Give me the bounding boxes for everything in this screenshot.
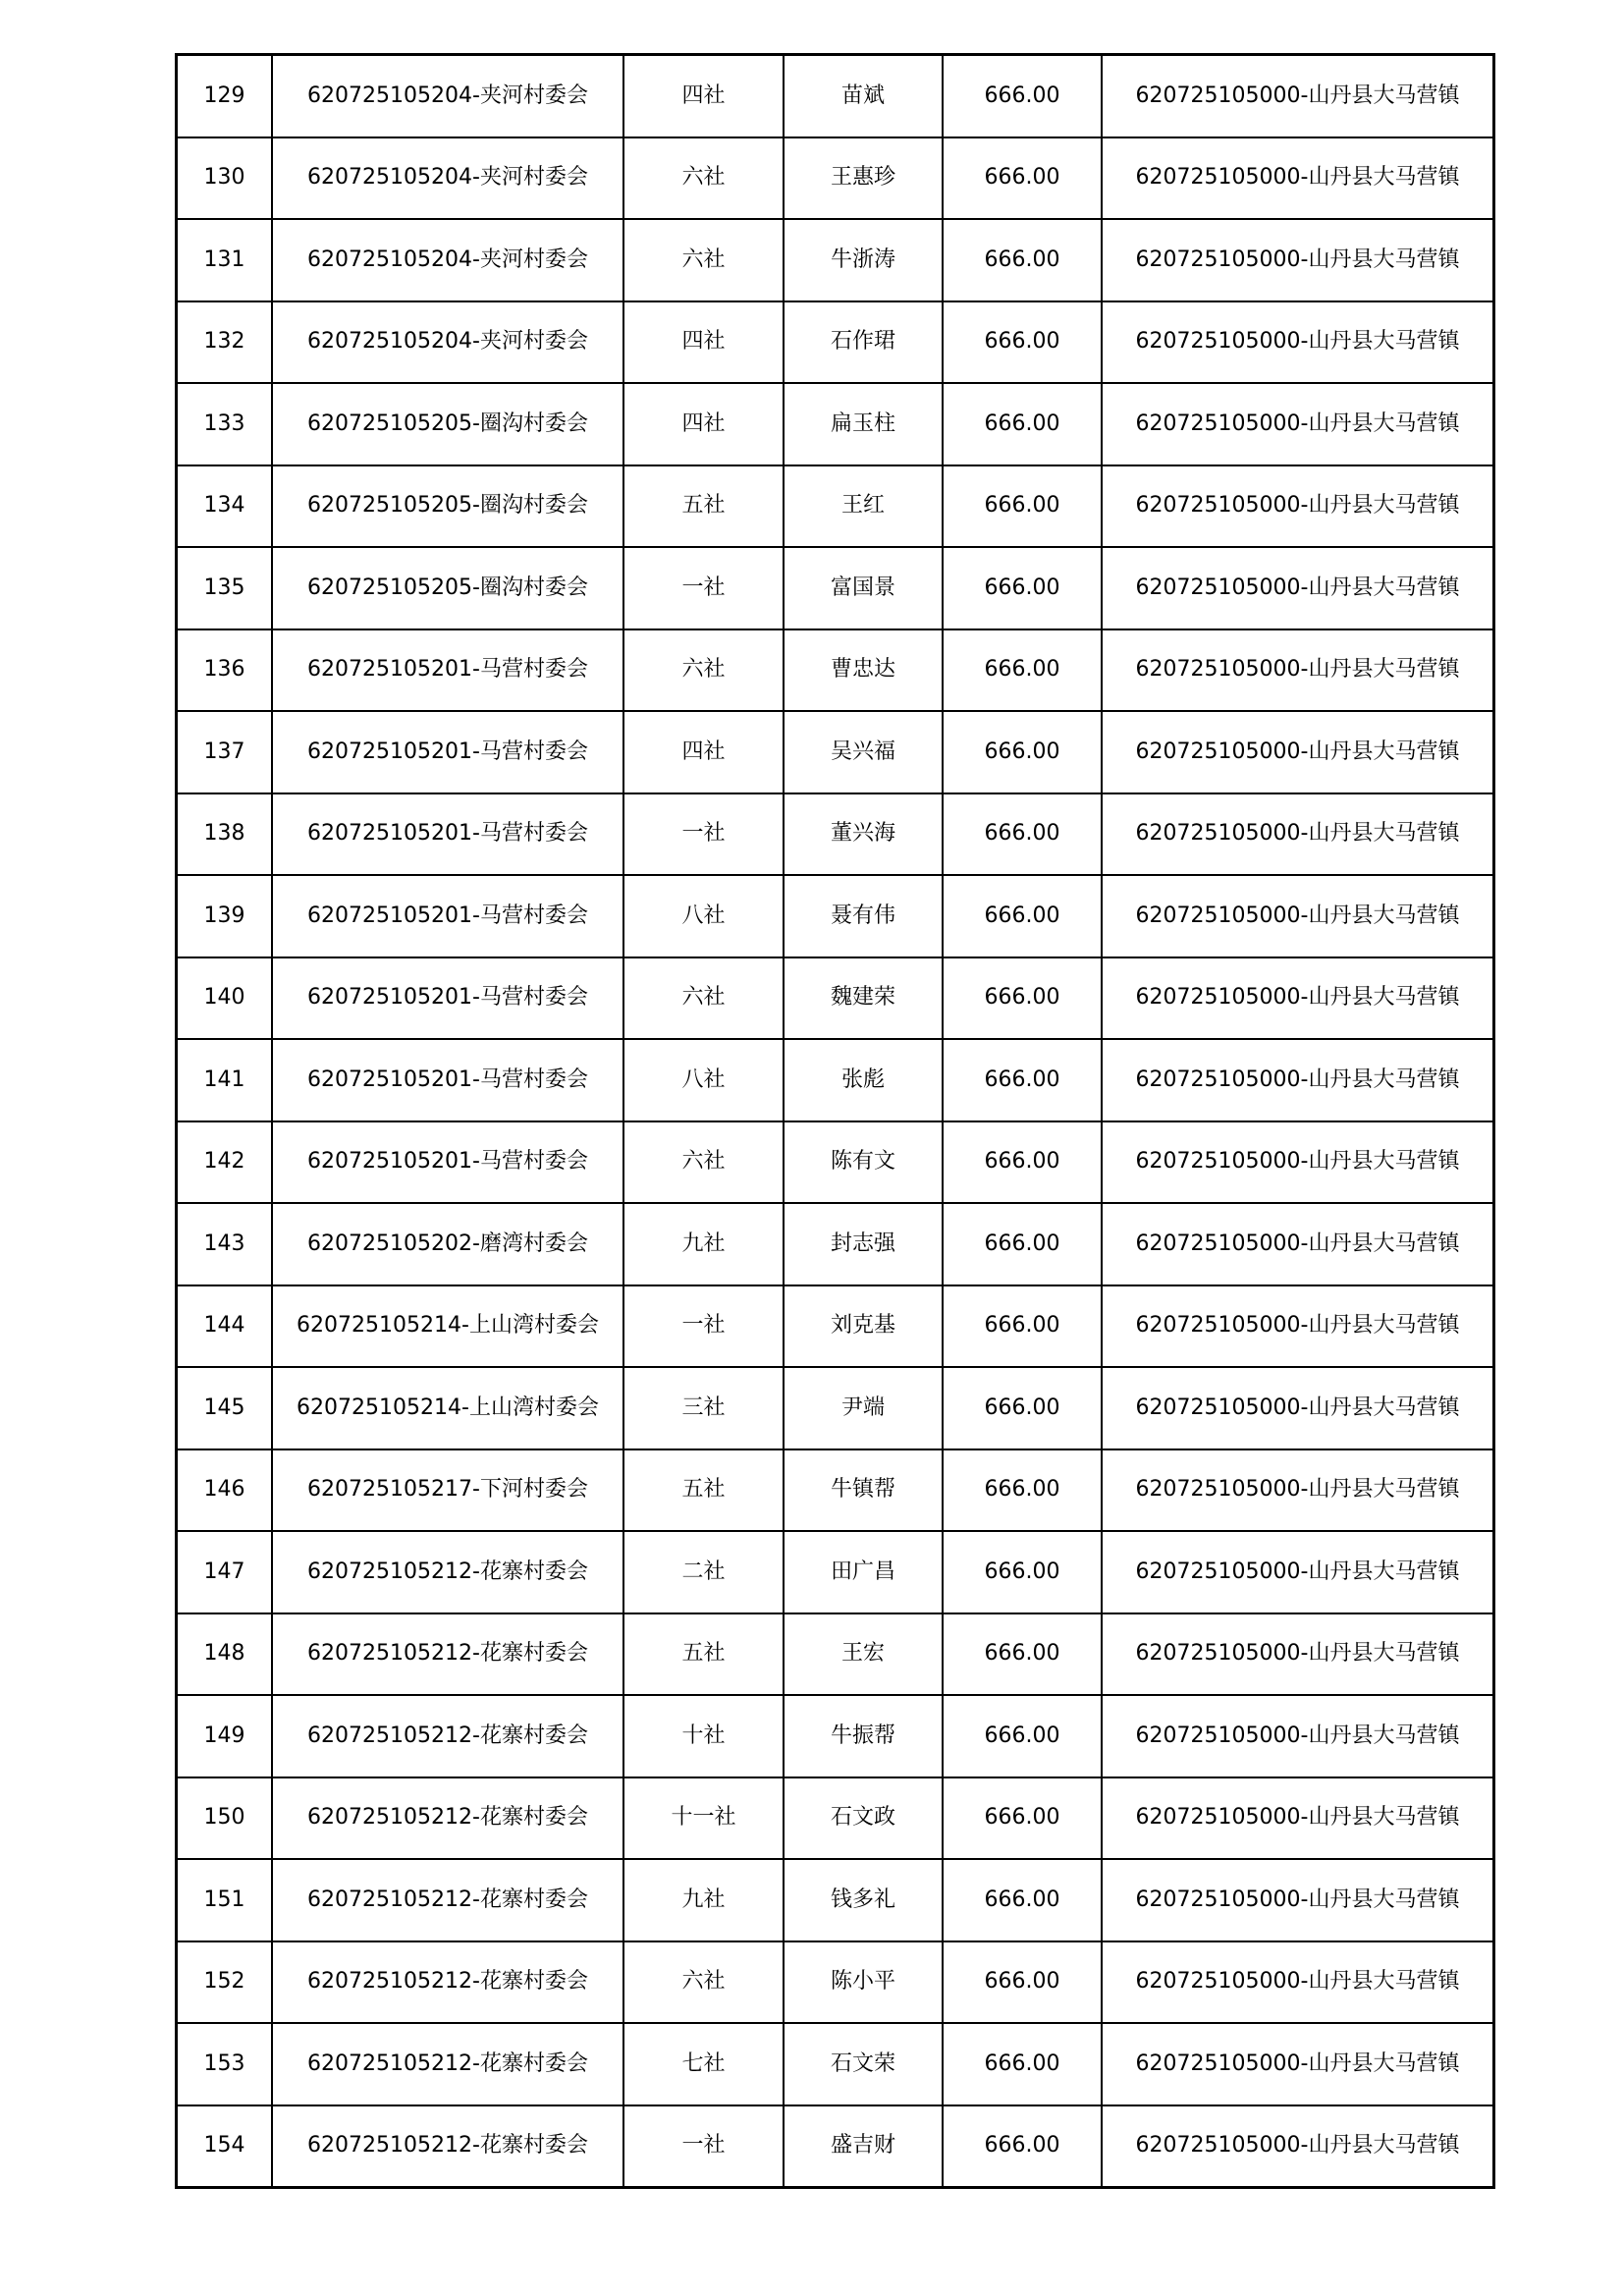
row-number-cell: 134 [177, 465, 273, 548]
amount-cell: 666.00 [943, 711, 1102, 793]
town-cell: 620725105000-山丹县大马营镇 [1102, 1941, 1494, 2024]
person-name-cell: 石作珺 [784, 301, 943, 384]
person-name-cell: 尹端 [784, 1367, 943, 1449]
row-number-cell: 148 [177, 1613, 273, 1696]
amount-cell: 666.00 [943, 1121, 1102, 1204]
person-name-cell: 苗斌 [784, 55, 943, 137]
row-number-cell: 129 [177, 55, 273, 137]
village-group-cell: 四社 [623, 711, 784, 793]
amount-cell: 666.00 [943, 875, 1102, 957]
village-group-cell: 一社 [623, 793, 784, 876]
person-name-cell: 王红 [784, 465, 943, 548]
town-cell: 620725105000-山丹县大马营镇 [1102, 1613, 1494, 1696]
table-row [177, 1941, 1494, 2024]
village-committee-cell: 620725105204-夹河村委会 [272, 219, 623, 301]
village-committee-cell: 620725105201-马营村委会 [272, 875, 623, 957]
person-name-cell: 聂有伟 [784, 875, 943, 957]
village-group-cell: 十社 [623, 1695, 784, 1777]
person-name-cell: 牛浙涛 [784, 219, 943, 301]
table-body [177, 55, 1494, 2188]
amount-cell: 666.00 [943, 1203, 1102, 1285]
person-name-cell: 封志强 [784, 1203, 943, 1285]
town-cell: 620725105000-山丹县大马营镇 [1102, 55, 1494, 137]
amount-cell: 666.00 [943, 547, 1102, 629]
row-number-cell: 154 [177, 2105, 273, 2188]
person-name-cell: 吴兴福 [784, 711, 943, 793]
village-group-cell: 四社 [623, 383, 784, 465]
village-committee-cell: 620725105212-花寨村委会 [272, 2023, 623, 2105]
person-name-cell: 王惠珍 [784, 137, 943, 220]
table-row [177, 1449, 1494, 1532]
person-name-cell: 石文荣 [784, 2023, 943, 2105]
row-number-cell: 130 [177, 137, 273, 220]
person-name-cell: 扁玉柱 [784, 383, 943, 465]
person-name-cell: 石文政 [784, 1777, 943, 1860]
amount-cell: 666.00 [943, 1039, 1102, 1121]
town-cell: 620725105000-山丹县大马营镇 [1102, 1531, 1494, 1613]
village-committee-cell: 620725105214-上山湾村委会 [272, 1367, 623, 1449]
village-group-cell: 六社 [623, 137, 784, 220]
row-number-cell: 151 [177, 1859, 273, 1941]
person-name-cell: 董兴海 [784, 793, 943, 876]
village-group-cell: 四社 [623, 301, 784, 384]
amount-cell: 666.00 [943, 1613, 1102, 1696]
person-name-cell: 陈有文 [784, 1121, 943, 1204]
amount-cell: 666.00 [943, 55, 1102, 137]
village-committee-cell: 620725105217-下河村委会 [272, 1449, 623, 1532]
village-committee-cell: 620725105201-马营村委会 [272, 1039, 623, 1121]
village-group-cell: 六社 [623, 219, 784, 301]
village-group-cell: 二社 [623, 1531, 784, 1613]
person-name-cell: 曹忠达 [784, 629, 943, 712]
row-number-cell: 142 [177, 1121, 273, 1204]
row-number-cell: 139 [177, 875, 273, 957]
village-group-cell: 五社 [623, 1449, 784, 1532]
row-number-cell: 140 [177, 957, 273, 1040]
village-committee-cell: 620725105204-夹河村委会 [272, 55, 623, 137]
table-row [177, 629, 1494, 712]
table-row [177, 219, 1494, 301]
town-cell: 620725105000-山丹县大马营镇 [1102, 629, 1494, 712]
town-cell: 620725105000-山丹县大马营镇 [1102, 1695, 1494, 1777]
amount-cell: 666.00 [943, 383, 1102, 465]
table-row [177, 2105, 1494, 2188]
table-row [177, 301, 1494, 384]
table-row [177, 1531, 1494, 1613]
village-group-cell: 六社 [623, 1121, 784, 1204]
amount-cell: 666.00 [943, 1777, 1102, 1860]
amount-cell: 666.00 [943, 1941, 1102, 2024]
village-group-cell: 一社 [623, 547, 784, 629]
table-row [177, 1203, 1494, 1285]
amount-cell: 666.00 [943, 1859, 1102, 1941]
row-number-cell: 132 [177, 301, 273, 384]
town-cell: 620725105000-山丹县大马营镇 [1102, 383, 1494, 465]
village-committee-cell: 620725105212-花寨村委会 [272, 1613, 623, 1696]
table-row [177, 1367, 1494, 1449]
town-cell: 620725105000-山丹县大马营镇 [1102, 547, 1494, 629]
town-cell: 620725105000-山丹县大马营镇 [1102, 1367, 1494, 1449]
table-row [177, 957, 1494, 1040]
amount-cell: 666.00 [943, 1531, 1102, 1613]
row-number-cell: 145 [177, 1367, 273, 1449]
town-cell: 620725105000-山丹县大马营镇 [1102, 2105, 1494, 2188]
town-cell: 620725105000-山丹县大马营镇 [1102, 1121, 1494, 1204]
amount-cell: 666.00 [943, 1449, 1102, 1532]
town-cell: 620725105000-山丹县大马营镇 [1102, 1203, 1494, 1285]
village-committee-cell: 620725105205-圈沟村委会 [272, 547, 623, 629]
village-committee-cell: 620725105214-上山湾村委会 [272, 1285, 623, 1368]
village-committee-cell: 620725105201-马营村委会 [272, 711, 623, 793]
town-cell: 620725105000-山丹县大马营镇 [1102, 1859, 1494, 1941]
town-cell: 620725105000-山丹县大马营镇 [1102, 219, 1494, 301]
village-group-cell: 三社 [623, 1367, 784, 1449]
table-row [177, 1613, 1494, 1696]
village-group-cell: 一社 [623, 1285, 784, 1368]
person-name-cell: 张彪 [784, 1039, 943, 1121]
table-row [177, 1039, 1494, 1121]
village-group-cell: 四社 [623, 55, 784, 137]
amount-cell: 666.00 [943, 793, 1102, 876]
row-number-cell: 131 [177, 219, 273, 301]
row-number-cell: 143 [177, 1203, 273, 1285]
village-group-cell: 九社 [623, 1203, 784, 1285]
amount-cell: 666.00 [943, 1285, 1102, 1368]
row-number-cell: 152 [177, 1941, 273, 2024]
row-number-cell: 136 [177, 629, 273, 712]
village-committee-cell: 620725105212-花寨村委会 [272, 1777, 623, 1860]
table-row [177, 1777, 1494, 1860]
amount-cell: 666.00 [943, 465, 1102, 548]
table-row [177, 1695, 1494, 1777]
table-row [177, 137, 1494, 220]
amount-cell: 666.00 [943, 219, 1102, 301]
row-number-cell: 153 [177, 2023, 273, 2105]
village-group-cell: 八社 [623, 1039, 784, 1121]
person-name-cell: 王宏 [784, 1613, 943, 1696]
village-committee-cell: 620725105212-花寨村委会 [272, 2105, 623, 2188]
row-number-cell: 147 [177, 1531, 273, 1613]
village-group-cell: 十一社 [623, 1777, 784, 1860]
table-row [177, 711, 1494, 793]
amount-cell: 666.00 [943, 629, 1102, 712]
table-row [177, 1121, 1494, 1204]
table-row [177, 55, 1494, 137]
row-number-cell: 135 [177, 547, 273, 629]
table-row [177, 1859, 1494, 1941]
village-group-cell: 六社 [623, 1941, 784, 2024]
village-committee-cell: 620725105212-花寨村委会 [272, 1695, 623, 1777]
table-row [177, 465, 1494, 548]
amount-cell: 666.00 [943, 957, 1102, 1040]
person-name-cell: 钱多礼 [784, 1859, 943, 1941]
village-group-cell: 六社 [623, 629, 784, 712]
town-cell: 620725105000-山丹县大马营镇 [1102, 1777, 1494, 1860]
row-number-cell: 141 [177, 1039, 273, 1121]
amount-cell: 666.00 [943, 2105, 1102, 2188]
person-name-cell: 富国景 [784, 547, 943, 629]
town-cell: 620725105000-山丹县大马营镇 [1102, 301, 1494, 384]
row-number-cell: 149 [177, 1695, 273, 1777]
town-cell: 620725105000-山丹县大马营镇 [1102, 711, 1494, 793]
amount-cell: 666.00 [943, 137, 1102, 220]
town-cell: 620725105000-山丹县大马营镇 [1102, 1285, 1494, 1368]
town-cell: 620725105000-山丹县大马营镇 [1102, 465, 1494, 548]
town-cell: 620725105000-山丹县大马营镇 [1102, 137, 1494, 220]
village-group-cell: 一社 [623, 2105, 784, 2188]
amount-cell: 666.00 [943, 1367, 1102, 1449]
village-group-cell: 九社 [623, 1859, 784, 1941]
amount-cell: 666.00 [943, 301, 1102, 384]
row-number-cell: 144 [177, 1285, 273, 1368]
village-group-cell: 八社 [623, 875, 784, 957]
person-name-cell: 牛镇帮 [784, 1449, 943, 1532]
person-name-cell: 盛吉财 [784, 2105, 943, 2188]
town-cell: 620725105000-山丹县大马营镇 [1102, 1039, 1494, 1121]
town-cell: 620725105000-山丹县大马营镇 [1102, 793, 1494, 876]
village-committee-cell: 620725105201-马营村委会 [272, 629, 623, 712]
village-committee-cell: 620725105201-马营村委会 [272, 793, 623, 876]
table-row [177, 2023, 1494, 2105]
amount-cell: 666.00 [943, 1695, 1102, 1777]
amount-cell: 666.00 [943, 2023, 1102, 2105]
table-row [177, 383, 1494, 465]
person-name-cell: 魏建荣 [784, 957, 943, 1040]
village-committee-cell: 620725105204-夹河村委会 [272, 301, 623, 384]
village-committee-cell: 620725105201-马营村委会 [272, 1121, 623, 1204]
town-cell: 620725105000-山丹县大马营镇 [1102, 1449, 1494, 1532]
village-committee-cell: 620725105205-圈沟村委会 [272, 383, 623, 465]
table-row [177, 793, 1494, 876]
town-cell: 620725105000-山丹县大马营镇 [1102, 2023, 1494, 2105]
village-committee-cell: 620725105201-马营村委会 [272, 957, 623, 1040]
table-row [177, 1285, 1494, 1368]
village-committee-cell: 620725105202-磨湾村委会 [272, 1203, 623, 1285]
village-group-cell: 六社 [623, 957, 784, 1040]
village-committee-cell: 620725105212-花寨村委会 [272, 1531, 623, 1613]
person-name-cell: 刘克基 [784, 1285, 943, 1368]
table-row [177, 547, 1494, 629]
row-number-cell: 150 [177, 1777, 273, 1860]
row-number-cell: 137 [177, 711, 273, 793]
subsidy-roster-table [175, 53, 1495, 2189]
person-name-cell: 牛振帮 [784, 1695, 943, 1777]
person-name-cell: 陈小平 [784, 1941, 943, 2024]
village-committee-cell: 620725105204-夹河村委会 [272, 137, 623, 220]
person-name-cell: 田广昌 [784, 1531, 943, 1613]
town-cell: 620725105000-山丹县大马营镇 [1102, 957, 1494, 1040]
village-committee-cell: 620725105212-花寨村委会 [272, 1941, 623, 2024]
row-number-cell: 146 [177, 1449, 273, 1532]
town-cell: 620725105000-山丹县大马营镇 [1102, 875, 1494, 957]
village-group-cell: 五社 [623, 465, 784, 548]
row-number-cell: 138 [177, 793, 273, 876]
row-number-cell: 133 [177, 383, 273, 465]
village-committee-cell: 620725105212-花寨村委会 [272, 1859, 623, 1941]
table-row [177, 875, 1494, 957]
village-group-cell: 五社 [623, 1613, 784, 1696]
village-committee-cell: 620725105205-圈沟村委会 [272, 465, 623, 548]
village-group-cell: 七社 [623, 2023, 784, 2105]
